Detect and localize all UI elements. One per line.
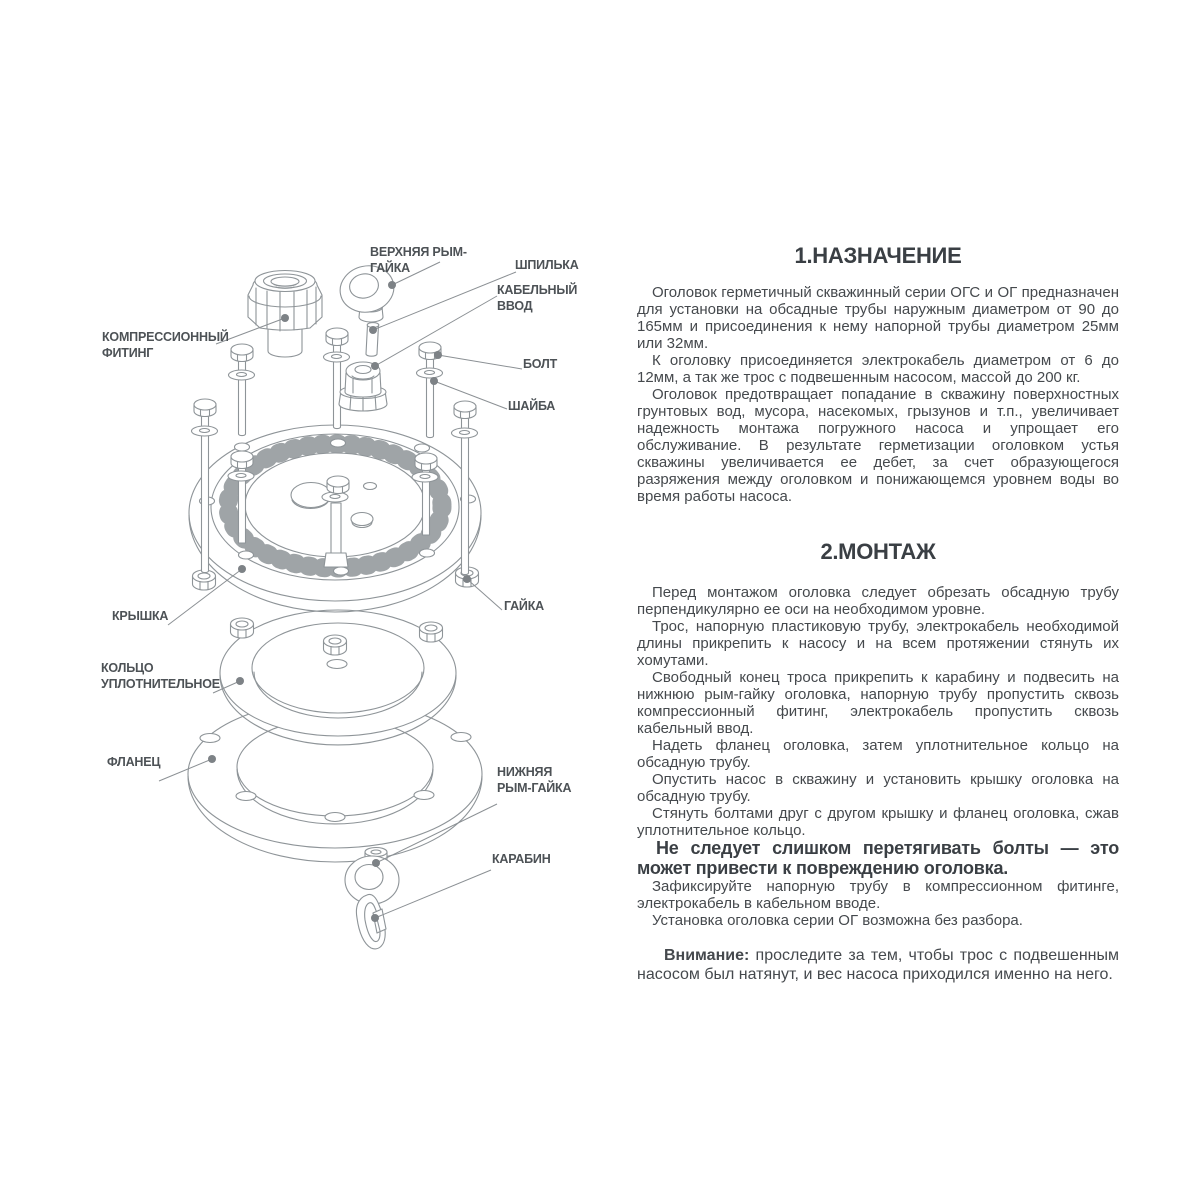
paragraph: Стянуть болтами друг с другом крышку и фланец оголовка, сжав уплотнительное кольцо. (637, 805, 1119, 839)
bolt-part (229, 344, 255, 436)
label-bolt: БОЛТ (523, 357, 558, 371)
nut-part (324, 635, 347, 655)
attention-text: проследите за тем, чтобы трос с подвешенным насосом был натянут, и вес насоса приходился именно на него. (637, 947, 1120, 983)
label-washer: ШАЙБА (508, 399, 556, 413)
paragraph: Перед монтажом оголовка следует обрезать обсадную трубу перпендикулярно ее оси на необходимом уровне. (637, 584, 1119, 618)
compression-fitting-part (248, 271, 322, 358)
label-nut: ГАЙКА (504, 599, 544, 613)
warning-paragraph: Не следует слишком перетягивать болты — это может привести к повреждению оголовка. (637, 838, 1119, 878)
label-flange: ФЛАНЕЦ (107, 755, 161, 769)
paragraph: Установка оголовка серии ОГ возможна без разбора. (652, 912, 1023, 929)
label-upper-eye-nut: ВЕРХНЯЯ РЫМ-ГАЙКА (370, 245, 467, 275)
paragraph: Свободный конец троса прикрепить к карабину и подвесить на нижнюю рым-гайку оголовка, напорную трубу пропустить сквозь компрессионный фитинг, электрокабель пропустить сквозь кабельный ввод. (637, 669, 1119, 737)
label-seal-ring: КОЛЬЦО УПЛОТНИТЕЛЬНОЕ (101, 661, 220, 691)
paragraph: К оголовку присоединяется электрокабель диаметром от 6 до 12мм, а так же трос с подвешенным насосом, массой до 200 кг. (637, 352, 1119, 386)
section-purpose-title: 1.НАЗНАЧЕНИЕ (794, 243, 962, 268)
label-cable-gland: КАБЕЛЬНЫЙ ВВОД (497, 283, 578, 313)
attention-paragraph (637, 946, 1119, 984)
label-cover: КРЫШКА (112, 609, 169, 623)
paragraph: Оголовок герметичный скважинный серии ОГС и ОГ предназначен для установки на обсадные трубы наружным диаметром от 90 до 165мм и присоединения к нему напорной трубы диаметром 25мм или 32мм. (637, 284, 1119, 352)
cable-gland-part (339, 362, 387, 411)
nut-part (231, 618, 254, 638)
cover-part (189, 425, 481, 612)
nut-part (420, 622, 443, 642)
paragraph: Опустить насос в скважину и установить крышку оголовка на обсадную трубу. (637, 771, 1119, 805)
section-install-title: 2.МОНТАЖ (820, 539, 936, 564)
attention-label: Внимание: (664, 947, 750, 964)
paragraph: Оголовок предотвращает попадание в скважину поверхностных грунтовых вод, мусора, насекомых, грызунов и т.п., увеличивает надежность монтажа погружного насоса и упрощает его обслуживание. В результате герметизации оголовком устья скважины увеличивается ее дебет, за счет образующегося разряжения между оголовком и понижающемся уровнем воды во время работы насоса. (637, 386, 1119, 505)
label-lower-eye-nut: НИЖНЯЯ РЫМ-ГАЙКА (497, 765, 572, 795)
label-compression-fitting: КОМПРЕССИОННЫЙ ФИТИНГ (102, 330, 229, 360)
paragraph: Зафиксируйте напорную трубу в компрессионном фитинге, электрокабель в кабельном вводе. (637, 878, 1119, 912)
paragraph: Трос, напорную пластиковую трубу, электрокабель необходимой длины прикрепить к насосу и на всем протяжении стянуть их хомутами. (637, 618, 1119, 669)
paragraph: Надеть фланец оголовка, затем уплотнительное кольцо на обсадную трубу. (637, 737, 1119, 771)
label-stud: ШПИЛЬКА (515, 258, 579, 272)
instructions-column (637, 243, 1119, 984)
label-carabiner: КАРАБИН (492, 852, 551, 866)
